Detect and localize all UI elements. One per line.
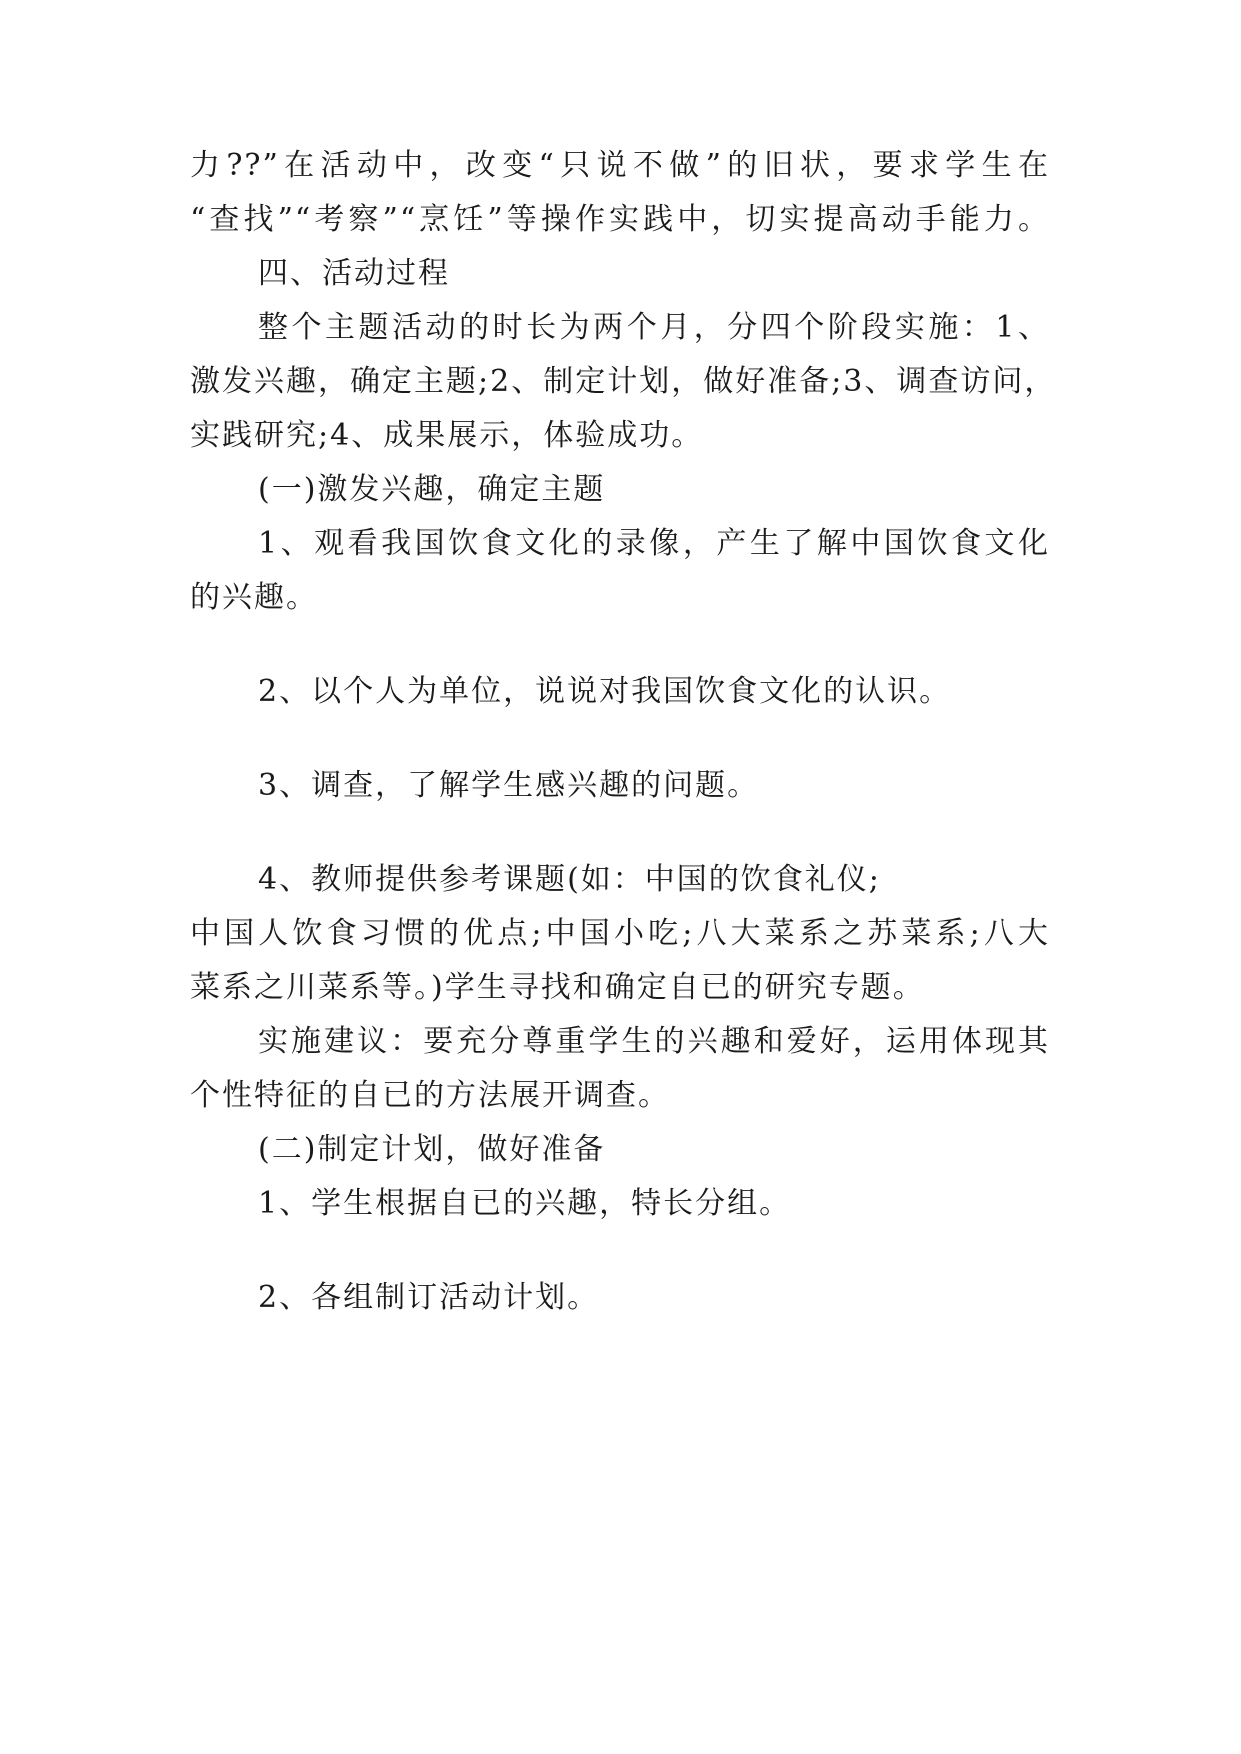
list-item: 1、观看我国饮食文化的录像，产生了解中国饮食文化 (258, 526, 1050, 561)
subsection-heading: (一)激发兴趣，确定主题 (258, 472, 606, 507)
paragraph-line: 激发兴趣，确定主题;2、制定计划，做好准备;3、调查访问， (190, 364, 1057, 399)
paragraph-line: 实践研究;4、成果展示，体验成功。 (190, 418, 704, 453)
list-item: 4、教师提供参考课题(如：中国的饮食礼仪; (258, 862, 881, 897)
section-heading: 四、活动过程 (258, 256, 450, 291)
paragraph-line: 菜系之川菜系等。)学生寻找和确定自已的研究专题。 (190, 970, 925, 1005)
paragraph-line: 实施建议：要充分尊重学生的兴趣和爱好，运用体现其 (258, 1024, 1050, 1059)
paragraph-line: 的兴趣。 (190, 580, 318, 615)
list-item: 3、调查，了解学生感兴趣的问题。 (258, 768, 760, 803)
list-item: 2、以个人为单位，说说对我国饮食文化的认识。 (258, 674, 952, 709)
paragraph-line: 力??”在活动中，改变“只说不做”的旧状，要求学生在 (190, 148, 1050, 183)
list-item: 2、各组制订活动计划。 (258, 1280, 600, 1315)
paragraph-line: 中国人饮食习惯的优点;中国小吃;八大菜系之苏菜系;八大 (190, 916, 1050, 951)
paragraph-line: “查找”“考察”“烹饪”等操作实践中，切实提高动手能力。 (190, 202, 1050, 237)
subsection-heading: (二)制定计划，做好准备 (258, 1132, 606, 1167)
paragraph-line: 整个主题活动的时长为两个月，分四个阶段实施：1、 (258, 310, 1050, 345)
paragraph-line: 个性特征的自已的方法展开调查。 (190, 1078, 670, 1113)
list-item: 1、学生根据自已的兴趣，特长分组。 (258, 1186, 792, 1221)
